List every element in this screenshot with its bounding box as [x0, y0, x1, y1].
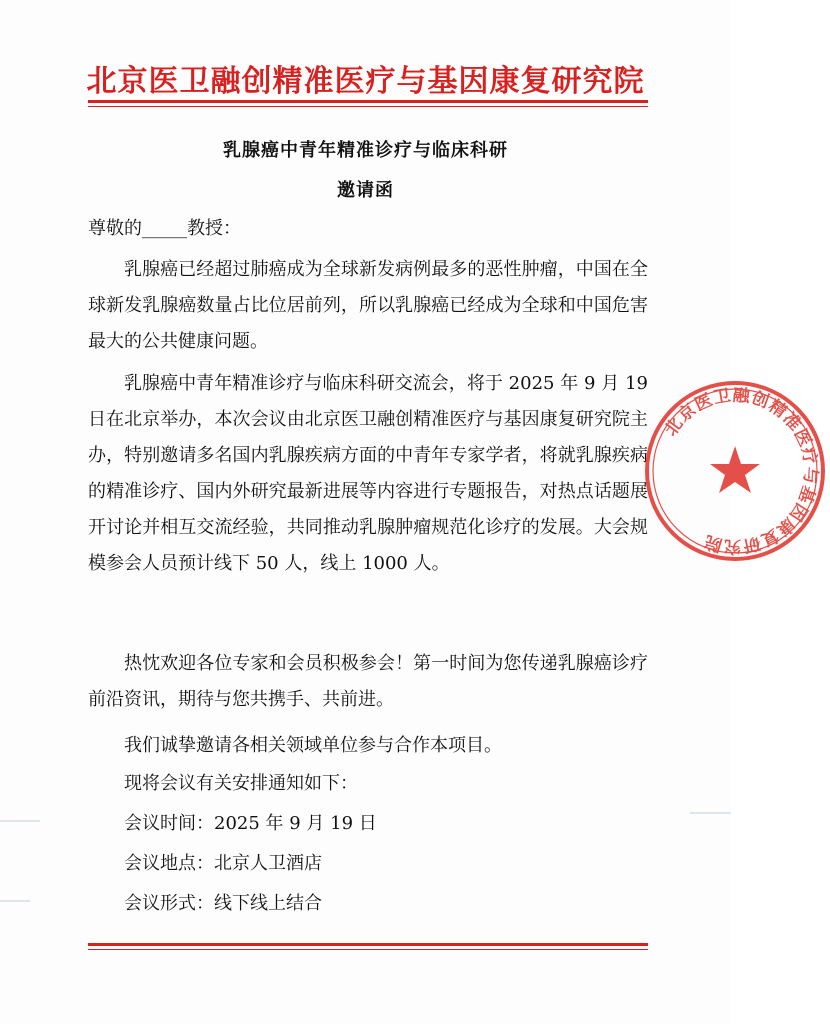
- paragraph-notice: 现将会议有关安排通知如下：: [124, 773, 358, 794]
- meeting-time: 会议时间：2025 年 9 月 19 日: [124, 813, 377, 834]
- paragraph-intro: 乳腺癌已经超过肺癌成为全球新发病例最多的恶性肿瘤，中国在全球新发乳腺癌数量占比位居前列，所以乳腺癌已经成为全球和中国危害最大的公共健康问题。: [88, 259, 648, 352]
- paragraph-conference: 乳腺癌中青年精准诊疗与临床科研交流会，将于 2025 年 9 月 19 日在北京举办，本次会议由北京医卫融创精准医疗与基因康复研究院主办，特别邀请多名国内乳腺疾病方面的中青年专家学者，将就乳腺疾病的精准诊疗、国内外研究最新进展等内容进行专题报告，对热点话题展开讨论并相互交流经验，共同推动乳腺肿瘤规范化诊疗的发展。大会规模参会人员预计线下 50 人，线上 1000 人。: [88, 373, 648, 574]
- paragraph-invitation: 我们诚挚邀请各相关领域单位参与合作本项目。: [124, 735, 502, 756]
- footer-rule-thick: [88, 943, 648, 946]
- official-seal-stamp: [640, 376, 830, 566]
- document-title: 乳腺癌中青年精准诊疗与临床科研: [223, 140, 508, 161]
- scan-artifact: [0, 820, 40, 822]
- svg-text:北京医卫融创精准医疗与基因康复研究院: 北京医卫融创精准医疗与基因康复研究院: [661, 385, 821, 557]
- footer-rule-thin: [88, 949, 648, 950]
- paragraph-welcome: 热忱欢迎各位专家和会员积极参会！第一时间为您传递乳腺癌诊疗前沿资讯，期待与您共携手、共前进。: [88, 653, 648, 710]
- letterhead-rule-thin: [88, 106, 648, 107]
- meeting-format: 会议形式：线下线上结合: [124, 893, 322, 914]
- document-subtitle: 邀请函: [337, 180, 394, 201]
- salutation: 尊敬的_____教授：: [88, 218, 241, 239]
- scan-artifact: [690, 812, 731, 814]
- scan-artifact: [0, 900, 30, 902]
- letterhead-rule-thick: [88, 100, 648, 103]
- letterhead-title: 北京医卫融创精准医疗与基因康复研究院: [86, 64, 645, 99]
- meeting-location: 会议地点：北京人卫酒店: [124, 853, 322, 874]
- seal-star-icon: [710, 446, 760, 493]
